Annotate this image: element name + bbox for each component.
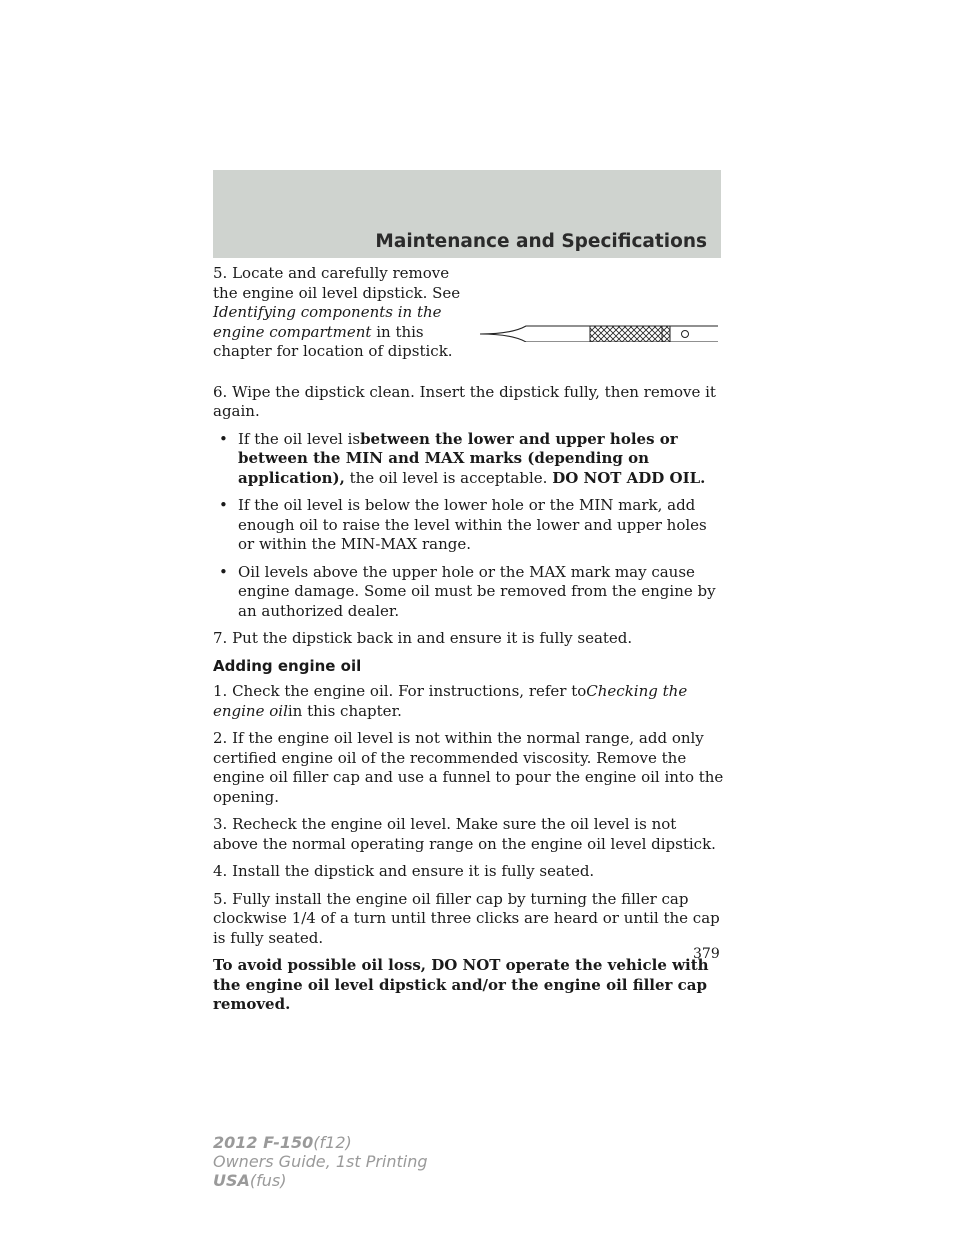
footer-model-code: (f12) xyxy=(313,1133,352,1152)
section-title: Maintenance and Specifications xyxy=(375,231,707,252)
oil-level-list xyxy=(213,430,725,622)
step-7: 7. Put the dipstick back in and ensure it is fully seated. xyxy=(213,629,633,647)
list-item xyxy=(213,563,725,622)
adding-step-3: 3. Recheck the engine oil level. Make sure the oil level is not above the normal operating range on the engine oil level dipstick. xyxy=(213,815,716,853)
adding-oil-heading: Adding engine oil xyxy=(213,656,362,675)
adding-step-4: 4. Install the dipstick and ensure it is fully seated. xyxy=(213,862,595,880)
list-item xyxy=(213,496,725,555)
list-item-text: If the oil level is below the lower hole or the MIN mark, add enough oil to raise the level within the lower and upper holes or within the MIN-MAX range. xyxy=(238,496,707,553)
page-content xyxy=(213,264,725,1023)
footer xyxy=(213,1133,428,1190)
footer-market: USA xyxy=(213,1171,250,1190)
adding-step-2: 2. If the engine oil level is not within the normal range, add only certified engine oil of the recommended viscosity. Remove the engine oil filler cap and use a funnel to pour the engine oil into the opening. xyxy=(213,729,724,806)
oil-loss-warning xyxy=(213,956,725,1015)
adding-step-1-text-end: in this chapter. xyxy=(287,701,402,720)
warning-text: To avoid possible oil loss, DO NOT operate the vehicle with the engine oil level dipstick and/or the engine oil filler cap removed. xyxy=(213,956,709,1013)
bullet-icon: • xyxy=(219,562,228,581)
section-header-bar xyxy=(213,170,721,258)
list-item-emphasis: DO NOT ADD OIL. xyxy=(552,468,706,487)
page-number: 379 xyxy=(693,946,720,962)
list-item xyxy=(213,430,725,489)
footer-model: 2012 F-150 xyxy=(213,1133,314,1152)
footer-line-3 xyxy=(213,1171,428,1190)
step-6: 6. Wipe the dipstick clean. Insert the dipstick fully, then remove it again. xyxy=(213,382,716,420)
footer-line-2: Owners Guide, 1st Printing xyxy=(213,1152,428,1171)
dipstick-illustration xyxy=(478,312,722,342)
list-item-text: If the oil level is xyxy=(238,429,361,448)
bullet-icon: • xyxy=(219,496,228,514)
step-5-text-end: in this chapter for location of dipstick. xyxy=(213,322,453,360)
list-item-text: the oil level is acceptable. xyxy=(349,468,548,487)
adding-step-1-reference: Checking the engine oil xyxy=(213,682,688,720)
bullet-icon: • xyxy=(219,429,228,448)
footer-market-code: (fus) xyxy=(249,1171,287,1190)
adding-step-1 xyxy=(213,682,725,721)
step-5-text: 5. Locate and carefully remove the engine oil level dipstick. See xyxy=(213,264,461,302)
footer-line-1 xyxy=(213,1133,428,1152)
adding-step-5: 5. Fully install the engine oil filler cap by turning the filler cap clockwise 1/4 of a turn until three clicks are heard or until the cap is fully seated. xyxy=(213,889,720,947)
step-5 xyxy=(213,264,475,362)
list-item-text: Oil levels above the upper hole or the MAX mark may cause engine damage. Some oil must be removed from the engine by an authorized dealer. xyxy=(238,562,716,620)
list-item-emphasis: between the lower and upper holes or between the MIN and MAX marks (depending on application), xyxy=(238,429,678,487)
step-5-reference: Identifying components in the engine compartment xyxy=(213,303,442,341)
adding-step-1-text: 1. Check the engine oil. For instructions, refer to xyxy=(213,682,587,700)
